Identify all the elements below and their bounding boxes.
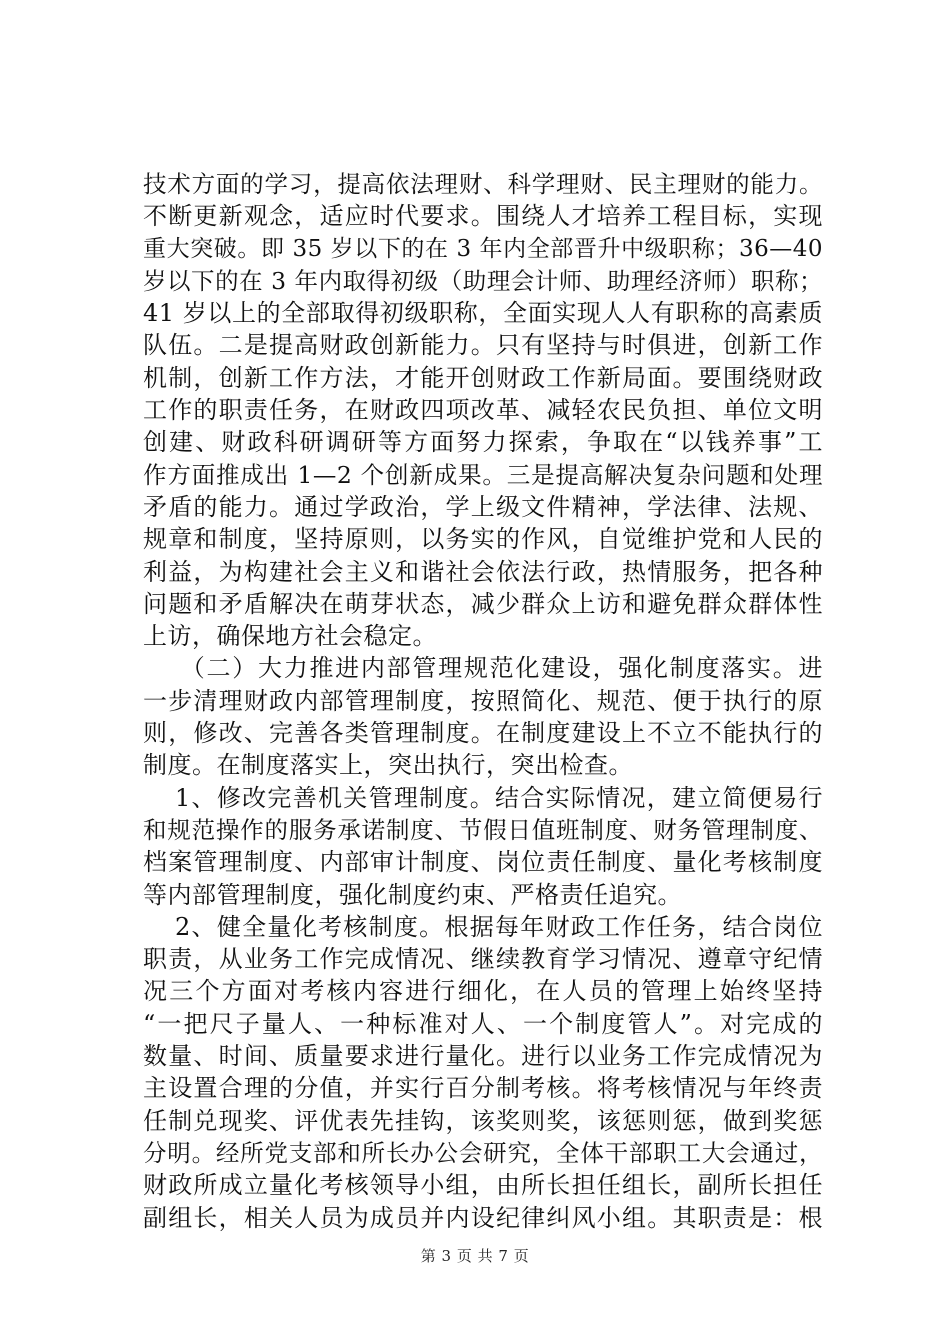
item-heading-line: 2、健全量化考核制度。根据每年财政工作任务，结合岗位 [175,912,823,941]
text-line: 职责，从业务工作完成情况、继续教育学习情况、遵章守纪情 [143,945,823,974]
document-body [143,168,823,1234]
text-line: 和规范操作的服务承诺制度、节假日值班制度、财务管理制度、 [143,815,823,844]
text-line: 41 岁以上的全部取得初级职称，全面实现人人有职称的高素质 [143,299,823,328]
text-line: 问题和矛盾解决在萌芽状态，减少群众上访和避免群众群体性 [143,589,823,618]
text-line: 队伍。二是提高财政创新能力。只有坚持与时俱进，创新工作 [143,331,823,360]
text-line: 档案管理制度、内部审计制度、岗位责任制度、量化考核制度 [143,848,823,877]
text-line: 况三个方面对考核内容进行细化，在人员的管理上始终坚持 [143,977,823,1006]
section-heading-line: （二）大力推进内部管理规范化建设，强化制度落实。进 [167,654,823,683]
text-line: 一步清理财政内部管理制度，按照简化、规范、便于执行的原 [143,686,823,715]
text-line: 矛盾的能力。通过学政治，学上级文件精神，学法律、法规、 [143,492,823,521]
text-line: 则，修改、完善各类管理制度。在制度建设上不立不能执行的 [143,719,823,748]
text-line: 利益，为构建社会主义和谐社会依法行政，热情服务，把各种 [143,557,823,586]
text-line: 规章和制度，坚持原则，以务实的作风，自觉维护党和人民的 [143,525,823,554]
text-line: 创建、财政科研调研等方面努力探索，争取在“以钱养事”工 [143,428,823,457]
text-line: 作方面推成出 1—2 个创新成果。三是提高解决复杂问题和处理 [143,460,823,489]
text-line: 上访，确保地方社会稳定。 [143,622,437,651]
text-line: 分明。经所党支部和所长办公会研究，全体干部职工大会通过， [143,1138,823,1167]
text-line: 主设置合理的分值，并实行百分制考核。将考核情况与年终责 [143,1074,823,1103]
text-line: 任制兑现奖、评优表先挂钩，该奖则奖，该惩则惩，做到奖惩 [143,1106,823,1135]
text-line: 等内部管理制度，强化制度约束、严格责任追究。 [143,880,682,909]
text-line: 机制，创新工作方法，才能开创财政工作新局面。要围绕财政 [143,363,823,392]
item-heading-line: 1、修改完善机关管理制度。结合实际情况，建立简便易行 [175,783,823,812]
text-line: “一把尺子量人、一种标准对人、一个制度管人”。对完成的 [143,1009,823,1038]
text-line: 数量、时间、质量要求进行量化。进行以业务工作完成情况为 [143,1042,823,1071]
text-line: 制度。在制度落实上，突出执行，突出检查。 [143,751,633,780]
page-number-footer: 第 3 页 共 7 页 [420,1247,530,1265]
text-line: 工作的职责任务，在财政四项改革、减轻农民负担、单位文明 [143,396,823,425]
text-line: 副组长，相关人员为成员并内设纪律纠风小组。其职责是：根 [143,1203,823,1232]
text-line: 重大突破。即 35 岁以下的在 3 年内全部晋升中级职称；36—40 [143,235,823,262]
text-line: 财政所成立量化考核领导小组，由所长担任组长，副所长担任 [143,1171,823,1200]
text-line: 不断更新观念，适应时代要求。围绕人才培养工程目标，实现 [143,202,823,231]
text-line: 技术方面的学习，提高依法理财、科学理财、民主理财的能力。 [143,170,823,198]
text-line: 岁以下的在 3 年内取得初级（助理会计师、助理经济师）职称； [143,266,823,295]
